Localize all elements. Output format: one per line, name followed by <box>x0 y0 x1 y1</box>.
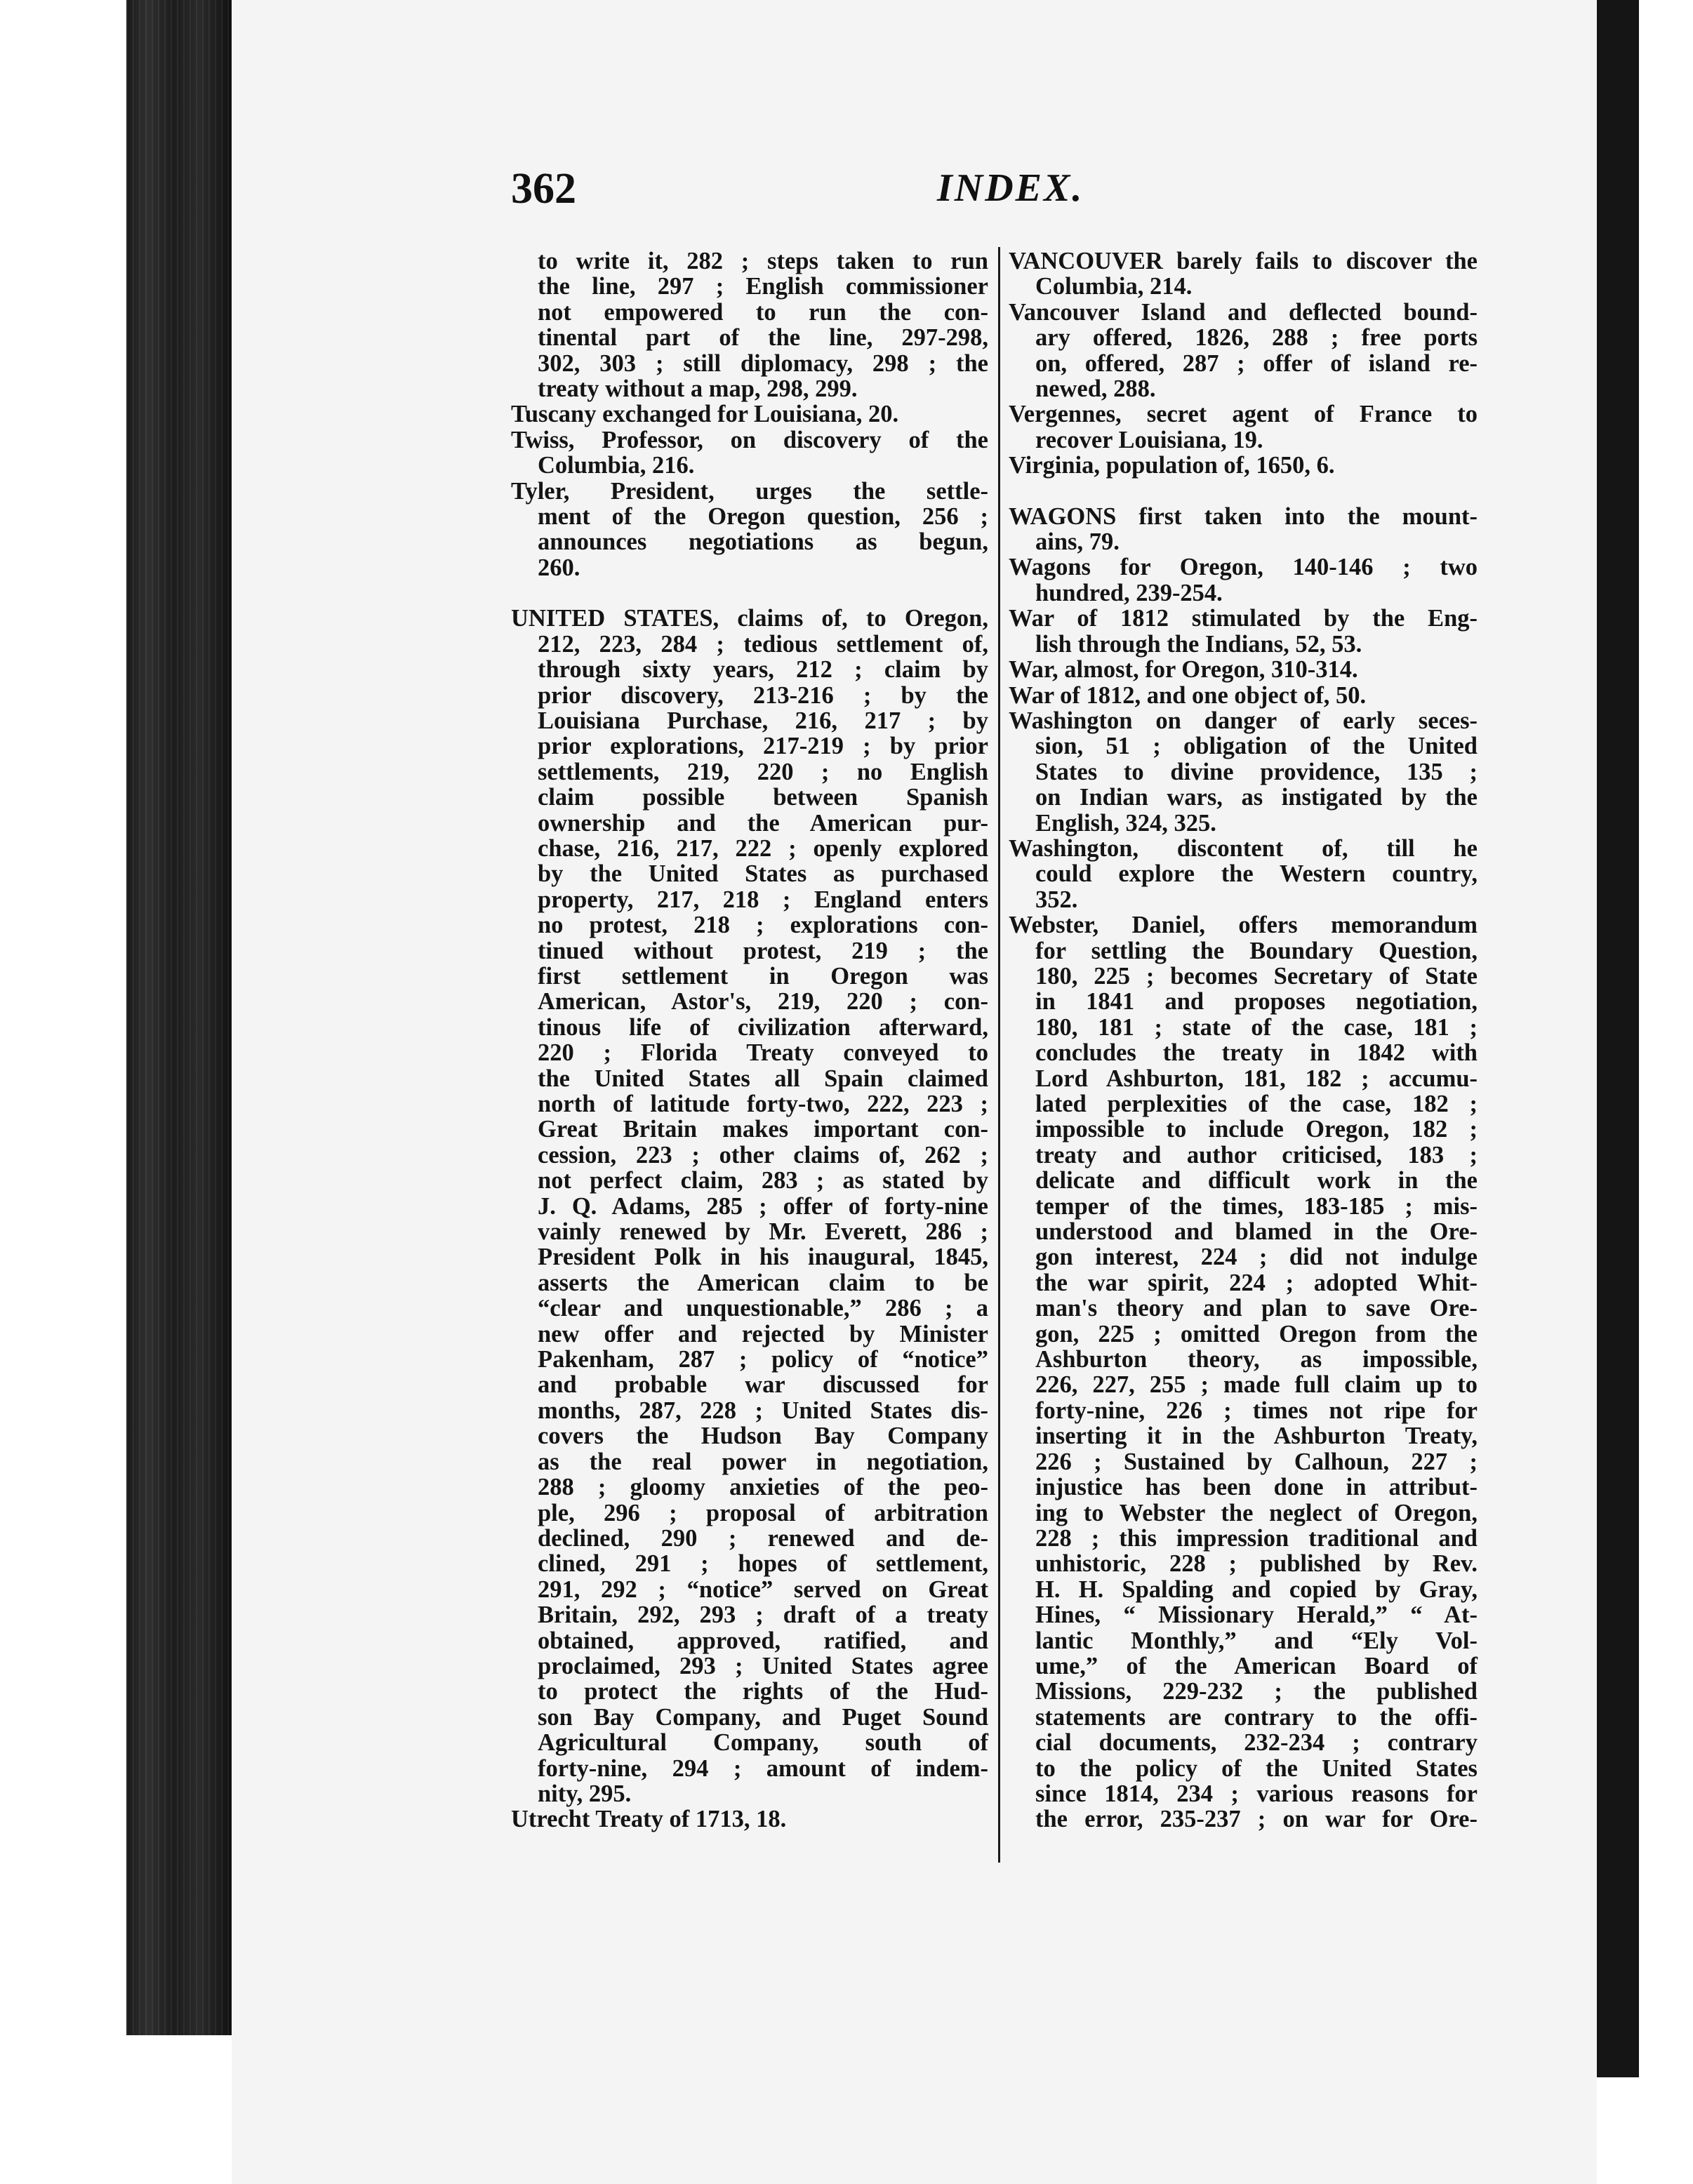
index-line: 220 ; Florida Treaty conveyed to <box>538 1039 988 1067</box>
index-line: Tyler, President, urges the settle- <box>511 477 988 505</box>
index-line: newed, 288. <box>1035 375 1156 403</box>
index-line: Twiss, Professor, on discovery of the <box>511 426 988 453</box>
index-line: delicate and difficult work in the <box>1035 1167 1478 1194</box>
facing-page-edge <box>1597 0 1639 2077</box>
column-divider <box>998 247 1000 1863</box>
index-line: Hines, “ Missionary Herald,” “ At- <box>1035 1602 1478 1629</box>
index-line: injustice has been done in attribut- <box>1035 1474 1478 1501</box>
index-line: proclaimed, 293 ; United States agree <box>538 1652 988 1679</box>
index-line: “clear and unquestionable,” 286 ; a <box>538 1295 988 1322</box>
index-line: 288 ; gloomy anxieties of the peo- <box>538 1474 988 1501</box>
section-gap <box>511 580 988 606</box>
index-line: north of latitude forty-two, 222, 223 ; <box>538 1091 988 1117</box>
index-line: hundred, 239-254. <box>1035 579 1223 606</box>
index-line: first settlement in Oregon was <box>538 962 988 990</box>
index-line: lated perplexities of the case, 182 ; <box>1035 1091 1478 1117</box>
index-line: in 1841 and proposes negotiation, <box>1035 988 1478 1016</box>
index-line: to protect the rights of the Hud- <box>538 1678 988 1705</box>
index-line: Virginia, population of, 1650, 6. <box>1009 452 1335 479</box>
index-line: the United States all Spain claimed <box>538 1065 988 1092</box>
index-line: the war spirit, 224 ; adopted Whit- <box>1035 1269 1478 1296</box>
index-line: ple, 296 ; proposal of arbitration <box>538 1499 988 1526</box>
index-entry <box>1009 300 1478 402</box>
index-line: property, 217, 218 ; England enters <box>538 886 988 913</box>
index-line: War of 1812 stimulated by the Eng- <box>1009 605 1478 632</box>
index-line: 226 ; Sustained by Calhoun, 227 ; <box>1035 1448 1478 1475</box>
index-line: ment of the Oregon question, 256 ; <box>538 503 988 531</box>
index-line: Columbia, 216. <box>538 452 695 479</box>
index-line: Louisiana Purchase, 216, 217 ; by <box>538 707 988 734</box>
index-entry <box>511 427 988 479</box>
index-line: unhistoric, 228 ; published by Rev. <box>1035 1550 1478 1578</box>
index-line: ume,” of the American Board of <box>1035 1652 1478 1679</box>
index-line: months, 287, 228 ; United States dis- <box>538 1397 988 1424</box>
index-line: treaty without a map, 298, 299. <box>538 375 858 403</box>
index-line: UNITED STATES, claims of, to Oregon, <box>511 605 988 632</box>
index-line: cession, 223 ; other claims of, 262 ; <box>538 1141 988 1168</box>
index-line: the line, 297 ; English commissioner <box>538 273 988 300</box>
index-line: Tuscany exchanged for Louisiana, 20. <box>511 401 899 428</box>
index-line: announces negotiations as begun, <box>538 528 988 556</box>
index-line: impossible to include Oregon, 182 ; <box>1035 1116 1478 1143</box>
index-line: nity, 295. <box>538 1780 632 1807</box>
index-entry <box>511 1806 988 1832</box>
index-line: not empowered to run the con- <box>538 298 988 326</box>
index-line: Vergennes, secret agent of France to <box>1009 401 1478 428</box>
index-line: ownership and the American pur- <box>538 809 988 837</box>
index-line: 302, 303 ; still diplomacy, 298 ; the <box>538 349 988 377</box>
index-line: Great Britain makes important con- <box>538 1116 988 1143</box>
index-line: tinued without protest, 219 ; the <box>538 937 988 964</box>
index-line: Washington on danger of early seces- <box>1009 707 1478 734</box>
index-entry <box>1009 657 1478 682</box>
index-line: vainly renewed by Mr. Everett, 286 ; <box>538 1218 988 1246</box>
index-line: WAGONS first taken into the mount- <box>1009 502 1478 530</box>
index-line: by the United States as purchased <box>538 860 988 888</box>
index-line: inserting it in the Ashburton Treaty, <box>1035 1423 1478 1450</box>
index-line: cial documents, 232-234 ; contrary <box>1035 1729 1478 1757</box>
index-line: Webster, Daniel, offers memorandum <box>1009 912 1478 939</box>
index-entry <box>1009 708 1478 836</box>
index-line: 212, 223, 284 ; tedious settlement of, <box>538 630 988 658</box>
index-line: Utrecht Treaty of 1713, 18. <box>511 1806 787 1833</box>
index-entry <box>511 606 988 1806</box>
index-entry <box>511 248 988 401</box>
index-entry <box>511 479 988 581</box>
index-entry <box>511 401 988 427</box>
index-line: to write it, 282 ; steps taken to run <box>538 248 988 274</box>
index-line: since 1814, 234 ; various reasons for <box>1035 1780 1478 1807</box>
index-line: 260. <box>538 554 580 581</box>
index-line: Wagons for Oregon, 140-146 ; two <box>1009 554 1478 581</box>
index-entry <box>1009 401 1478 453</box>
index-entry <box>1009 248 1478 300</box>
index-line: sion, 51 ; obligation of the United <box>1035 733 1478 760</box>
index-line: Vancouver Island and deflected bound- <box>1009 298 1478 326</box>
index-line: Missions, 229-232 ; the published <box>1035 1678 1478 1705</box>
index-line: son Bay Company, and Puget Sound <box>538 1703 988 1731</box>
index-line: War of 1812, and one object of, 50. <box>1009 681 1367 709</box>
index-line: could explore the Western country, <box>1035 860 1478 888</box>
index-line: settlements, 219, 220 ; no English <box>538 758 988 785</box>
index-line: gon, 225 ; omitted Oregon from the <box>1035 1320 1478 1347</box>
index-line: 226, 227, 255 ; made full claim up to <box>1035 1371 1478 1399</box>
index-line: to the policy of the United States <box>1035 1754 1478 1782</box>
index-line: recover Louisiana, 19. <box>1035 426 1263 453</box>
index-line: obtained, approved, ratified, and <box>538 1627 988 1654</box>
index-line: tinous life of civilization afterward, <box>538 1013 988 1041</box>
section-gap <box>1009 479 1478 504</box>
index-line: 228 ; this impression traditional and <box>1035 1524 1478 1552</box>
index-line: Britain, 292, 293 ; draft of a treaty <box>538 1602 988 1629</box>
page-number: 362 <box>511 165 576 213</box>
index-line: clined, 291 ; hopes of settlement, <box>538 1550 988 1578</box>
index-line: War, almost, for Oregon, 310-314. <box>1009 656 1358 684</box>
index-line: VANCOUVER barely fails to discover the <box>1009 248 1478 274</box>
index-line: prior explorations, 217-219 ; by prior <box>538 733 988 760</box>
index-entry <box>1009 912 1478 1832</box>
index-line: lantic Monthly,” and “Ely Vol- <box>1035 1627 1478 1654</box>
index-line: new offer and rejected by Minister <box>538 1320 988 1347</box>
index-line: asserts the American claim to be <box>538 1269 988 1296</box>
index-line: Pakenham, 287 ; policy of “notice” <box>538 1346 988 1373</box>
index-line: claim possible between Spanish <box>538 784 988 811</box>
index-line: treaty and author criticised, 183 ; <box>1035 1141 1478 1168</box>
index-entry <box>1009 606 1478 657</box>
index-column-right <box>1009 248 1478 1832</box>
index-line: for settling the Boundary Question, <box>1035 937 1478 964</box>
index-line: American, Astor's, 219, 220 ; con- <box>538 988 988 1016</box>
index-line: tinental part of the line, 297-298, <box>538 324 988 352</box>
index-line: States to divine providence, 135 ; <box>1035 758 1478 785</box>
index-line: and probable war discussed for <box>538 1371 988 1399</box>
page-title: INDEX. <box>937 166 1084 210</box>
index-entry <box>1009 504 1478 555</box>
index-line: Ashburton theory, as impossible, <box>1035 1346 1478 1373</box>
index-line: gon interest, 224 ; did not indulge <box>1035 1244 1478 1271</box>
index-line: not perfect claim, 283 ; as stated by <box>538 1167 988 1194</box>
index-entry <box>1009 554 1478 606</box>
index-line: no protest, 218 ; explorations con- <box>538 912 988 939</box>
index-line: 180, 181 ; state of the case, 181 ; <box>1035 1013 1478 1041</box>
index-line: 291, 292 ; “notice” served on Great <box>538 1576 988 1603</box>
index-line: ary offered, 1826, 288 ; free ports <box>1035 324 1478 352</box>
index-line: concludes the treaty in 1842 with <box>1035 1039 1478 1067</box>
index-line: ains, 79. <box>1035 528 1120 556</box>
index-line: ing to Webster the neglect of Oregon, <box>1035 1499 1478 1526</box>
index-entry <box>1009 453 1478 478</box>
index-line: forty-nine, 226 ; times not ripe for <box>1035 1397 1478 1424</box>
index-line: through sixty years, 212 ; claim by <box>538 656 988 684</box>
index-line: Agricultural Company, south of <box>538 1729 988 1757</box>
index-line: prior discovery, 213-216 ; by the <box>538 681 988 709</box>
index-line: Columbia, 214. <box>1035 273 1193 300</box>
index-line: declined, 290 ; renewed and de- <box>538 1524 988 1552</box>
index-entry <box>1009 836 1478 912</box>
index-line: man's theory and plan to save Ore- <box>1035 1295 1478 1322</box>
index-line: 352. <box>1035 886 1078 913</box>
index-entry <box>1009 683 1478 708</box>
index-line: understood and blamed in the Ore- <box>1035 1218 1478 1246</box>
index-line: H. H. Spalding and copied by Gray, <box>1035 1576 1478 1603</box>
index-line: Lord Ashburton, 181, 182 ; accumu- <box>1035 1065 1478 1092</box>
index-line: 180, 225 ; becomes Secretary of State <box>1035 962 1478 990</box>
index-line: English, 324, 325. <box>1035 809 1216 837</box>
index-line: the error, 235-237 ; on war for Ore- <box>1035 1806 1478 1833</box>
index-line: covers the Hudson Bay Company <box>538 1423 988 1450</box>
index-line: J. Q. Adams, 285 ; offer of forty-nine <box>538 1192 988 1220</box>
index-line: temper of the times, 183-185 ; mis- <box>1035 1192 1478 1220</box>
index-line: on, offered, 287 ; offer of island re- <box>1035 349 1478 377</box>
index-line: forty-nine, 294 ; amount of indem- <box>538 1754 988 1782</box>
index-line: lish through the Indians, 52, 53. <box>1035 630 1362 658</box>
index-column-left <box>511 248 988 1832</box>
index-line: on Indian wars, as instigated by the <box>1035 784 1478 811</box>
index-line: President Polk in his inaugural, 1845, <box>538 1244 988 1271</box>
index-line: Washington, discontent of, till he <box>1009 834 1478 862</box>
binding-page-edges <box>126 0 232 2035</box>
index-line: as the real power in negotiation, <box>538 1448 988 1475</box>
index-line: statements are contrary to the offi- <box>1035 1703 1478 1731</box>
index-line: chase, 216, 217, 222 ; openly explored <box>538 834 988 862</box>
